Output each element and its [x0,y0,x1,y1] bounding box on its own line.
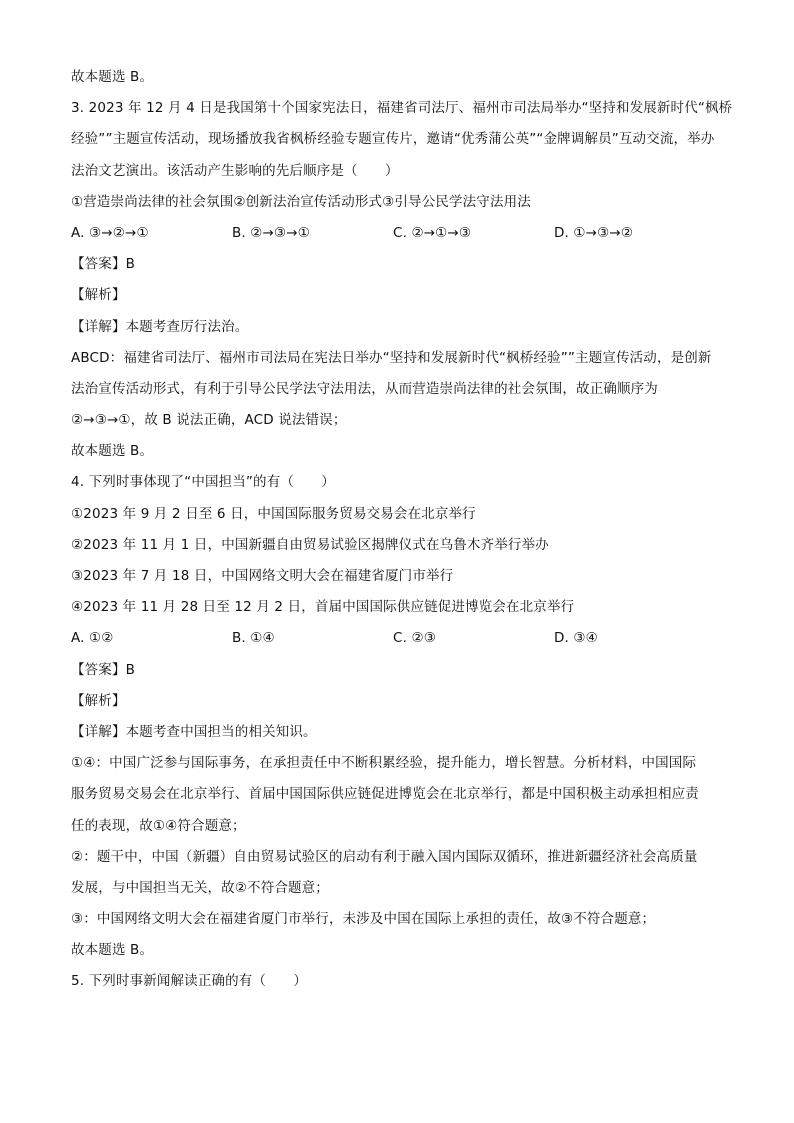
question-3-stem-end: 法治文艺演出。该活动产生影响的先后顺序是（ ） [71,162,399,179]
detail-line: 【详解】本题考查厉行法治。 [71,318,249,335]
detail-line: ③：中国网络文明大会在福建省厦门市举行，未涉及中国在国际上承担的责任，故③不符合题意； [71,911,656,928]
detail-line: ABCD：福建省司法厅、福州市司法局在宪法日举办“坚持和发展新时代“枫桥经验””主题宣传活动，是创新 [71,349,712,366]
question-4-item: ②2023 年 11 月 1 日，中国新疆自由贸易试验区揭牌仪式在乌鲁木齐举行举办 [71,536,549,553]
option-c: C. ②③ [393,630,436,647]
answer-label: 【答案】B [71,256,136,273]
detail-line: 故本题选 B。 [71,942,154,959]
option-b: B. ①④ [232,630,275,647]
option-d: D. ①→③→② [554,224,634,241]
question-3-items: ①营造崇尚法律的社会氛围②创新法治宣传活动形式③引导公民学法守法用法 [71,193,531,210]
question-3-stem: 3. 2023 年 12 月 4 日是我国第十个国家宪法日，福建省司法厅、福州市司法局举办“坚持和发展新时代“枫桥 [71,100,733,117]
text-line: 故本题选 B。 [71,69,154,85]
document-page [71,62,731,998]
detail-line: 发展，与中国担当无关，故②不符合题意； [71,879,329,896]
option-b: B. ②→③→① [232,224,310,241]
detail-line: 服务贸易交易会在北京举行、首届中国国际供应链促进博览会在北京举行，都是中国积极主动承担相应责 [71,786,699,803]
option-a: A. ①② [71,630,114,647]
detail-line: ②：题干中，中国（新疆）自由贸易试验区的启动有利于融入国内国际双循环，推进新疆经济社会高质量 [71,848,698,865]
option-a: A. ③→②→① [71,224,149,241]
detail-line: 故本题选 B。 [71,443,154,460]
detail-line: 【详解】本题考查中国担当的相关知识。 [71,723,317,740]
detail-line: 任的表现，故①④符合题意； [71,817,246,834]
analysis-label: 【解析】 [71,692,126,709]
question-4-options [71,623,731,654]
option-c: C. ②→①→③ [393,224,472,241]
detail-line: 法治宣传活动形式，有利于引导公民学法守法用法，从而营造崇尚法律的社会氛围，故正确顺序为 [71,380,658,397]
question-3-options [71,218,731,249]
detail-line: ②→③→①，故 B 说法正确，ACD 说法错误； [71,412,347,429]
question-4-item: ④2023 年 11 月 28 日至 12 月 2 日，首届中国国际供应链促进博览会在北京举行 [71,599,575,616]
answer-label: 【答案】B [71,661,136,678]
question-4-stem: 4. 下列时事体现了“中国担当”的有（ ） [71,474,335,491]
question-4-item: ①2023 年 9 月 2 日至 6 日，中国国际服务贸易交易会在北京举行 [71,505,476,522]
question-5-stem: 5. 下列时事新闻解读正确的有（ ） [71,973,308,990]
option-d: D. ③④ [554,630,598,647]
detail-line: ①④：中国广泛参与国际事务，在承担责任中不断积累经验，提升能力，增长智慧。分析材料，中国国际 [71,755,697,772]
question-4-item: ③2023 年 7 月 18 日，中国网络文明大会在福建省厦门市举行 [71,568,454,584]
question-3-stem-cont: 经验””主题宣传活动，现场播放我省枫桥经验专题宣传片，邀请“优秀蒲公英”“金牌调解员”互动交流，举办 [71,131,715,148]
analysis-label: 【解析】 [71,287,126,304]
